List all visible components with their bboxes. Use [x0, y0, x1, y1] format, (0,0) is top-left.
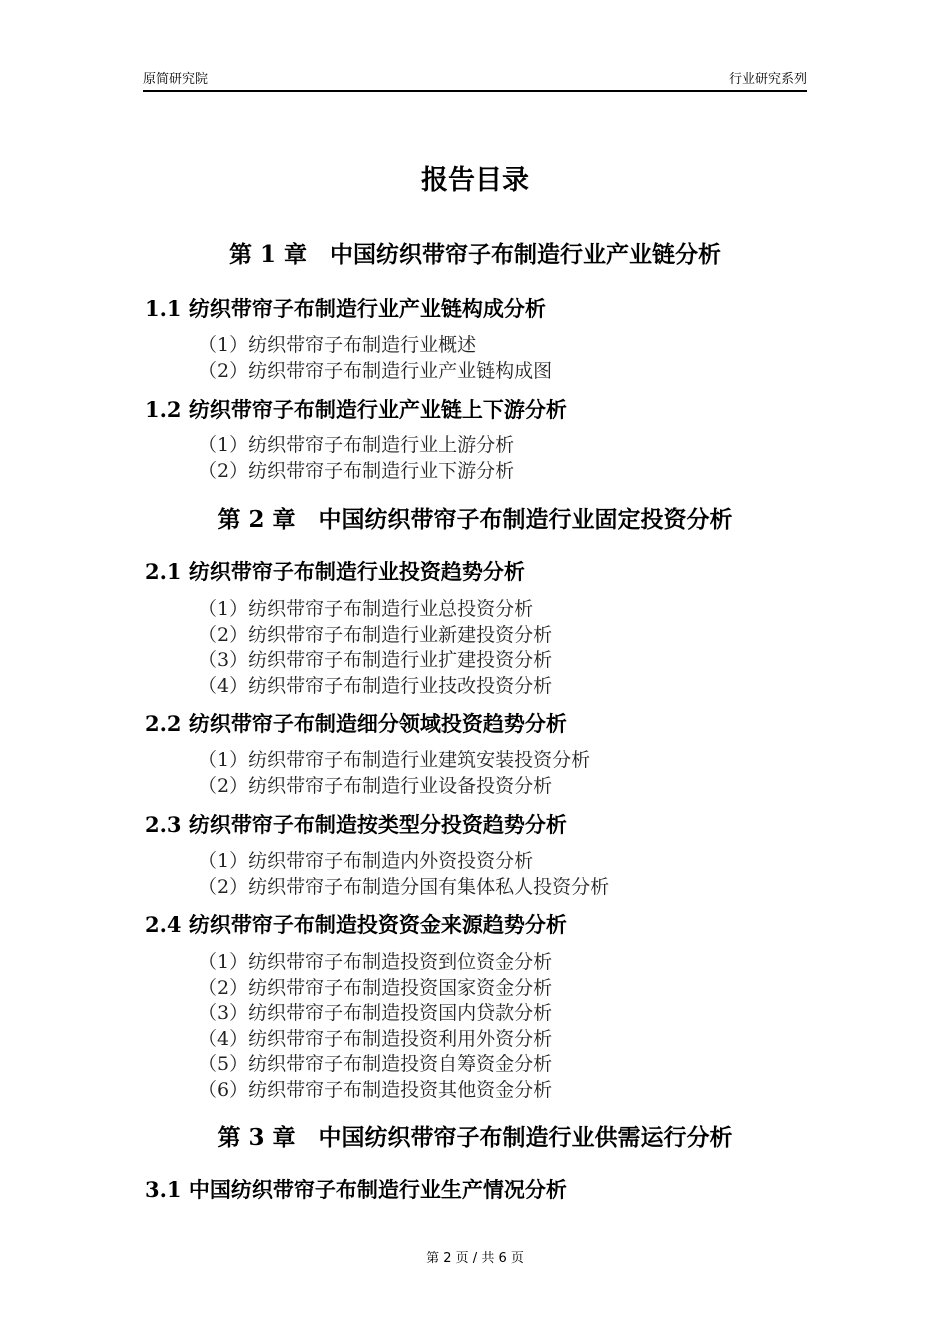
toc-item: （2）纺织带帘子布制造行业产业链构成图 — [198, 360, 553, 382]
section-2-4-heading: 2.4 纺织带帘子布制造投资资金来源趋势分析 — [145, 912, 567, 937]
toc-item: （5）纺织带帘子布制造投资自筹资金分析 — [198, 1053, 553, 1075]
chapter-2-heading: 第 2 章 中国纺织带帘子布制造行业固定投资分析 — [217, 506, 733, 533]
toc-item: （3）纺织带帘子布制造行业扩建投资分析 — [198, 649, 553, 671]
toc-item: （1）纺织带帘子布制造行业建筑安装投资分析 — [198, 749, 591, 771]
header-org-name: 原简研究院 — [143, 72, 209, 87]
toc-item: （1）纺织带帘子布制造行业上游分析 — [198, 434, 515, 456]
toc-item: （6）纺织带帘子布制造投资其他资金分析 — [198, 1079, 553, 1101]
toc-item: （2）纺织带帘子布制造行业新建投资分析 — [198, 624, 553, 646]
page-title: 报告目录 — [421, 165, 529, 196]
toc-item: （3）纺织带帘子布制造投资国内贷款分析 — [198, 1002, 553, 1024]
section-1-1-heading: 1.1 纺织带帘子布制造行业产业链构成分析 — [145, 296, 546, 321]
toc-item: （4）纺织带帘子布制造行业技改投资分析 — [198, 675, 553, 697]
section-2-1-heading: 2.1 纺织带帘子布制造行业投资趋势分析 — [145, 559, 525, 584]
toc-item: （1）纺织带帘子布制造内外资投资分析 — [198, 850, 534, 872]
toc-item: （4）纺织带帘子布制造投资利用外资分析 — [198, 1028, 553, 1050]
toc-item: （1）纺织带帘子布制造行业总投资分析 — [198, 598, 534, 620]
page-number: 第 2 页 / 共 6 页 — [426, 1251, 524, 1266]
section-1-2-heading: 1.2 纺织带帘子布制造行业产业链上下游分析 — [145, 397, 567, 422]
chapter-3-heading: 第 3 章 中国纺织带帘子布制造行业供需运行分析 — [217, 1124, 733, 1151]
toc-item: （2）纺织带帘子布制造行业下游分析 — [198, 460, 515, 482]
section-2-2-heading: 2.2 纺织带帘子布制造细分领域投资趋势分析 — [145, 711, 567, 736]
toc-item: （1）纺织带帘子布制造投资到位资金分析 — [198, 951, 553, 973]
page-header — [143, 68, 807, 92]
section-3-1-heading: 3.1 中国纺织带帘子布制造行业生产情况分析 — [145, 1177, 567, 1202]
toc-item: （1）纺织带帘子布制造行业概述 — [198, 334, 477, 356]
toc-item: （2）纺织带帘子布制造分国有集体私人投资分析 — [198, 876, 610, 898]
toc-item: （2）纺织带帘子布制造行业设备投资分析 — [198, 775, 553, 797]
header-series-name: 行业研究系列 — [728, 72, 807, 87]
chapter-1-heading: 第 1 章 中国纺织带帘子布制造行业产业链分析 — [228, 241, 722, 268]
toc-item: （2）纺织带帘子布制造投资国家资金分析 — [198, 977, 553, 999]
section-2-3-heading: 2.3 纺织带帘子布制造按类型分投资趋势分析 — [145, 812, 567, 837]
